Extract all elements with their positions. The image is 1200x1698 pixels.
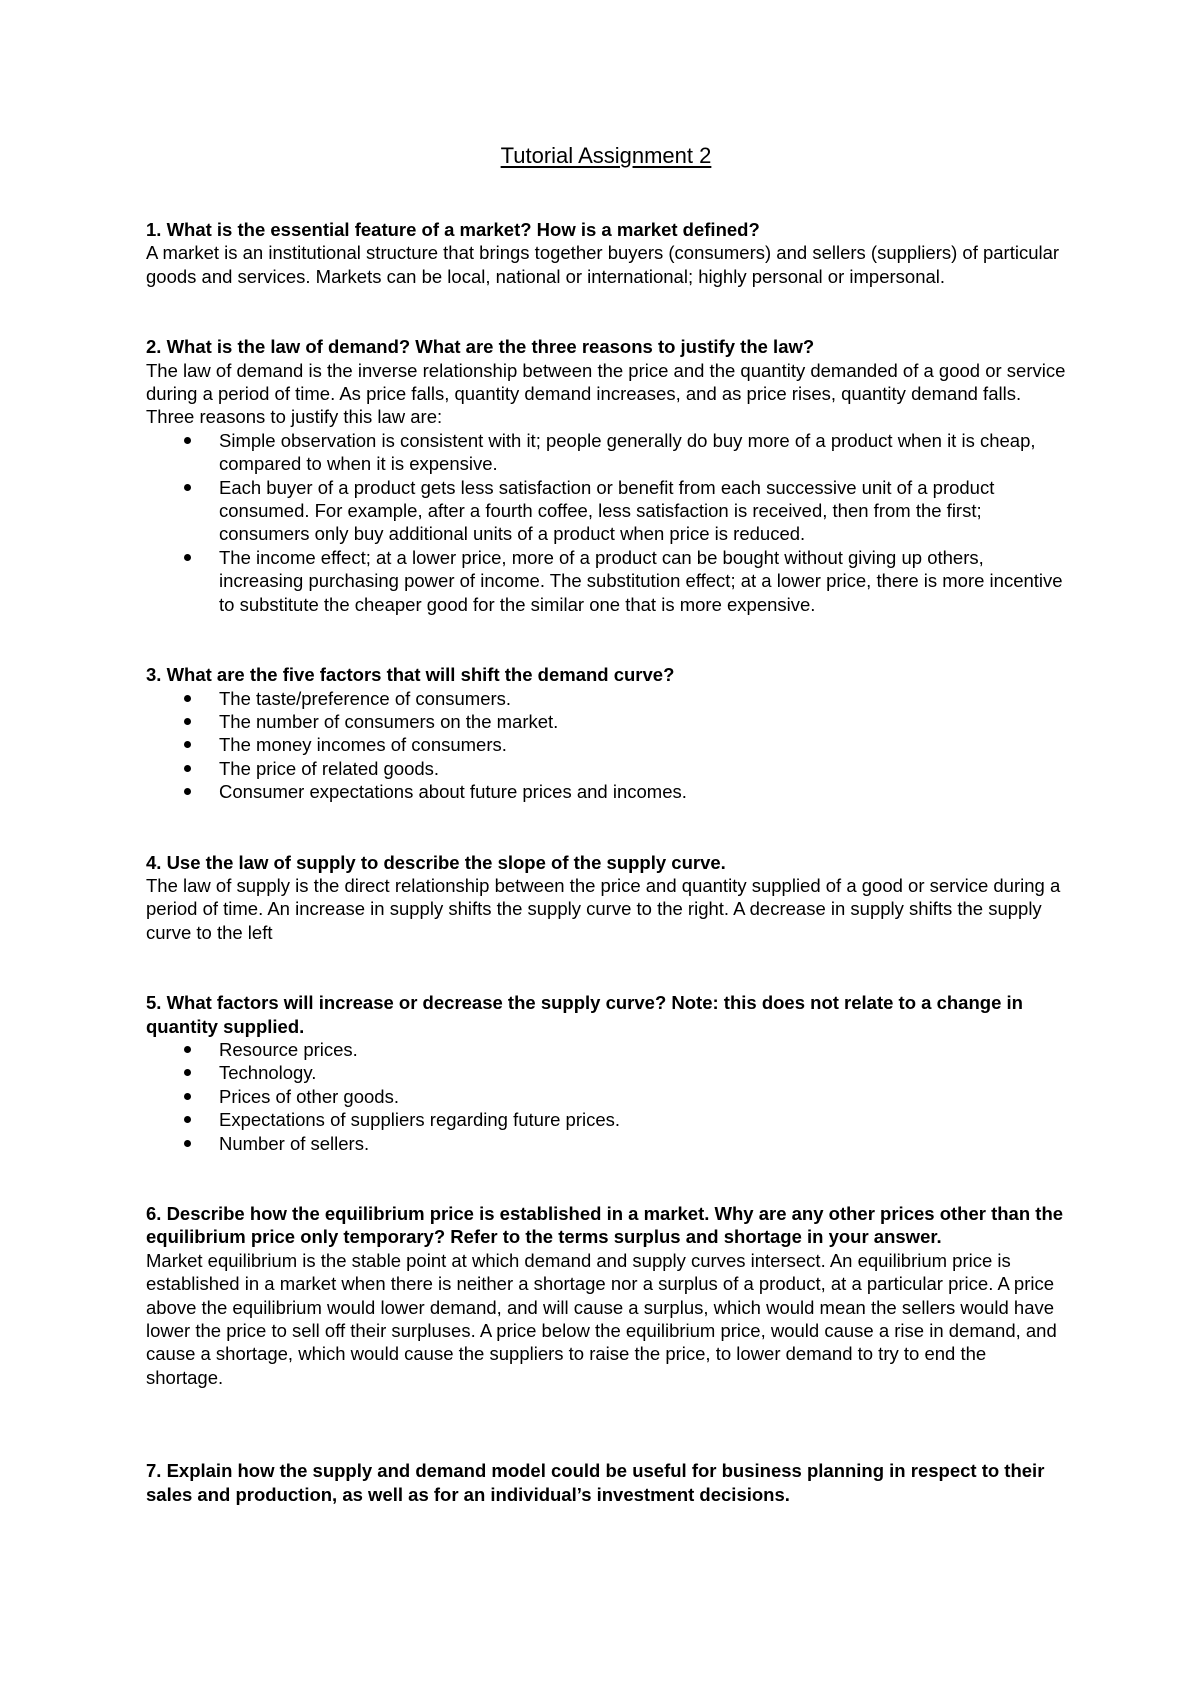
document-page [146, 142, 1066, 1506]
list-item: Resource prices. [146, 1038, 1066, 1061]
answer-4: The law of supply is the direct relationship between the price and quantity supplied of a good or service during a period of time. An increase in supply shifts the supply curve to the right. A decrease in supply shifts the supply curve to the left [146, 874, 1061, 943]
list-item: Consumer expectations about future prices and incomes. [146, 780, 1066, 803]
list-item: Simple observation is consistent with it; people generally do buy more of a product when it is cheap, compared to when it is expensive. [146, 429, 1066, 476]
section-5 [146, 991, 1066, 1155]
section-6 [146, 1202, 1066, 1389]
list-item: The number of consumers on the market. [146, 710, 1066, 733]
answer-2: The law of demand is the inverse relationship between the price and the quantity demanded of a good or service during a period of time. As price falls, quantity demand increases, and as price rises, quantity demand falls. Three reasons to justify this law are: [146, 359, 1066, 428]
document-title: Tutorial Assignment 2 [500, 143, 712, 168]
question-1: 1. What is the essential feature of a market? How is a market defined? [146, 219, 760, 240]
list-item: Technology. [146, 1061, 1066, 1084]
section-2 [146, 335, 1066, 616]
section-1 [146, 218, 1066, 288]
bullet-list-5 [146, 1038, 1066, 1155]
question-7: 7. Explain how the supply and demand model could be useful for business planning in respect to their sales and production, as well as for an individual’s investment decisions. [146, 1460, 1045, 1505]
question-3: 3. What are the five factors that will shift the demand curve? [146, 664, 675, 686]
list-item: Number of sellers. [146, 1132, 1066, 1155]
question-6: 6. Describe how the equilibrium price is established in a market. Why are any other prices other than the equilibrium price only temporary? Refer to the terms surplus and shortage in your answer. [146, 1203, 1064, 1248]
question-4: 4. Use the law of supply to describe the slope of the supply curve. [146, 851, 726, 873]
list-item: The money incomes of consumers. [146, 733, 1066, 756]
answer-1: A market is an institutional structure that brings together buyers (consumers) and sellers (suppliers) of particular goods and services. Markets can be local, national or international; highly personal or impersonal. [146, 242, 1060, 287]
question-2: 2. What is the law of demand? What are the three reasons to justify the law? [146, 336, 815, 358]
section-3 [146, 663, 1066, 803]
list-item: Each buyer of a product gets less satisfaction or benefit from each successive unit of a product consumed. For example, after a fourth coffee, less satisfaction is received, then from the first; consumers only buy additional units of a product when price is reduced. [146, 476, 1066, 546]
list-item: The price of related goods. [146, 757, 1066, 780]
list-item: Prices of other goods. [146, 1085, 1066, 1108]
section-4 [146, 851, 1066, 945]
bullet-list-2 [146, 429, 1066, 616]
section-7 [146, 1459, 1066, 1506]
list-item: The income effect; at a lower price, more of a product can be bought without giving up others, increasing purchasing power of income. The substitution effect; at a lower price, there is more incentive to substitute the cheaper good for the similar one that is more expensive. [146, 546, 1066, 616]
answer-6: Market equilibrium is the stable point at which demand and supply curves intersect. An equilibrium price is established in a market when there is neither a shortage nor a surplus of a product, at a particular price. A price above the equilibrium would lower demand, and will cause a surplus, which would mean the sellers would have lower the price to sell off their surpluses. A price below the equilibrium price, would cause a rise in demand, and cause a shortage, which would cause the suppliers to raise the price, to lower demand to try to end the shortage. [146, 1249, 1057, 1388]
question-5: 5. What factors will increase or decrease the supply curve? Note: this does not relate to a change in quantity supplied. [146, 992, 1023, 1037]
bullet-list-3 [146, 687, 1066, 804]
list-item: Expectations of suppliers regarding future prices. [146, 1108, 1066, 1131]
list-item: The taste/preference of consumers. [146, 687, 1066, 710]
